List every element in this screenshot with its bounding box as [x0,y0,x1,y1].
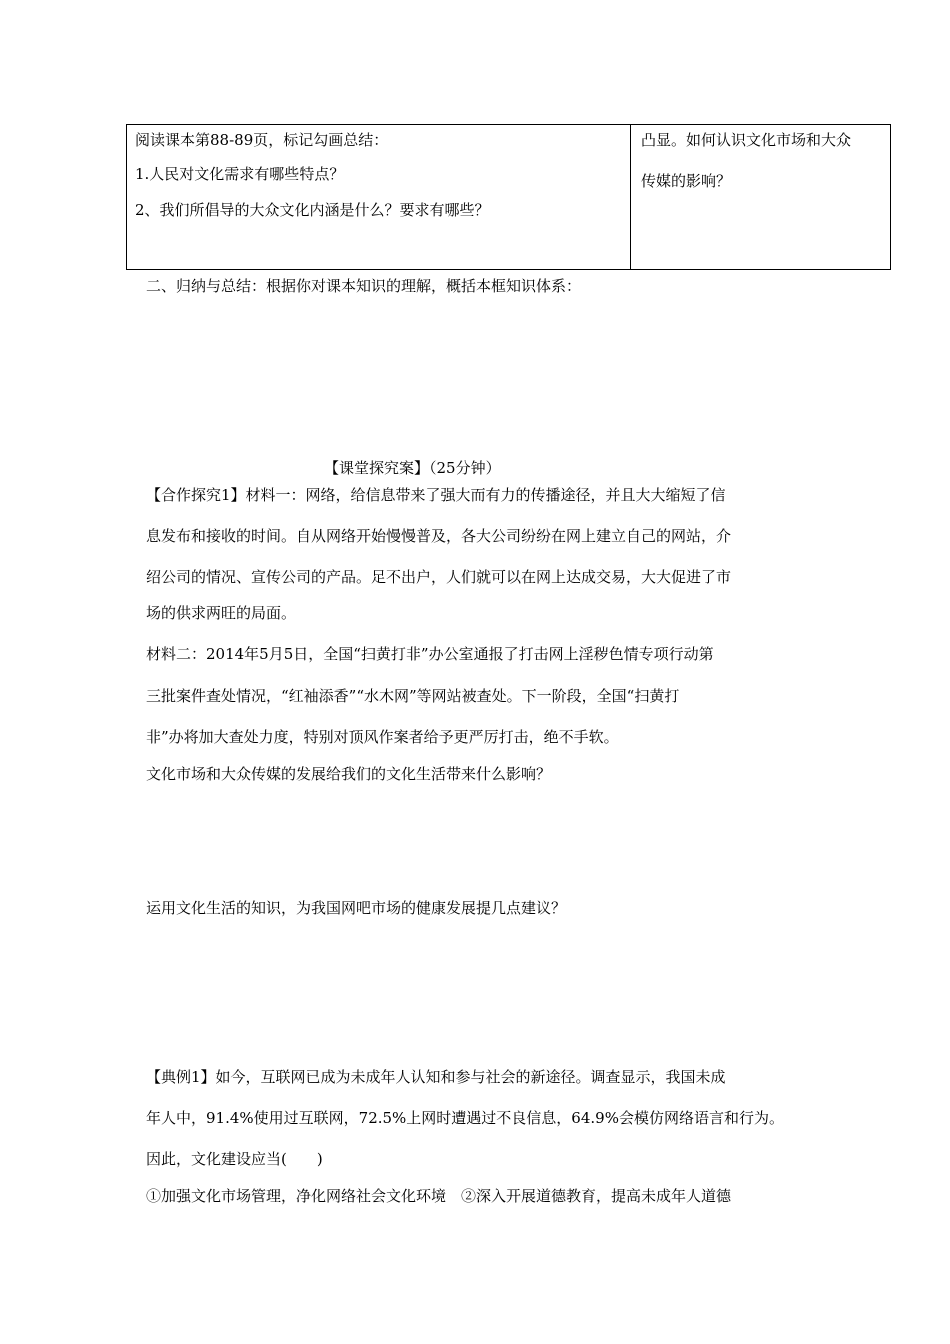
section-title: 【课堂探究案】（25分钟） [324,459,501,477]
example-line-3: 因此，文化建设应当( ) [146,1150,323,1168]
material2-line-1: 材料二：2014年5月5日，全国“扫黄打非”办公室通报了打击网上淫秽色情专项行动第 [146,645,714,663]
inquiry-question-1: 文化市场和大众传媒的发展给我们的文化生活带来什么影响？ [146,765,552,783]
reading-instruction: 阅读课本第88-89页，标记勾画总结： [135,131,389,149]
example-option-line: ①加强文化市场管理，净化网络社会文化环境 ②深入开展道德教育，提高未成年人道德 [146,1187,732,1205]
material1-line-1: 【合作探究1】材料一：网络，给信息带来了强大而有力的传播途径，并且大大缩短了信 [146,486,726,504]
reading-table [126,124,891,270]
material1-line-3: 绍公司的情况、宣传公司的产品。足不出户，人们就可以在网上达成交易，大大促进了市 [146,568,732,586]
example-line-2: 年人中，91.4%使用过互联网，72.5%上网时遭遇过不良信息，64.9%会模仿网络语言和行为。 [146,1109,784,1127]
material1-line-2: 息发布和接收的时间。自从网络开始慢慢普及，各大公司纷纷在网上建立自己的网站，介 [146,527,732,545]
material2-line-2: 三批案件查处情况，“红袖添香”“水木网”等网站被查处。下一阶段，全国“扫黄打 [146,687,680,705]
summary-heading: 二、归纳与总结：根据你对课本知识的理解，概括本框知识体系： [146,277,582,295]
material1-line-4: 场的供求两旺的局面。 [146,604,297,622]
reading-task-cell [127,125,631,269]
reading-question-2: 2、我们所倡导的大众文化内涵是什么？要求有哪些？ [135,201,490,219]
inquiry-question-2: 运用文化生活的知识，为我国网吧市场的健康发展提几点建议？ [146,899,567,917]
reading-question-1: 1.人民对文化需求有哪些特点？ [135,165,345,183]
question-cell [631,125,889,269]
material2-line-3: 非”办将加大查处力度，特别对顶风作案者给予更严厉打击，绝不手软。 [146,728,619,746]
question-line-2: 传媒的影响？ [641,172,732,190]
question-line-1: 凸显。如何认识文化市场和大众 [641,131,852,149]
example-line-1: 【典例1】如今，互联网已成为未成年人认知和参与社会的新途径。调查显示，我国未成 [146,1068,726,1086]
